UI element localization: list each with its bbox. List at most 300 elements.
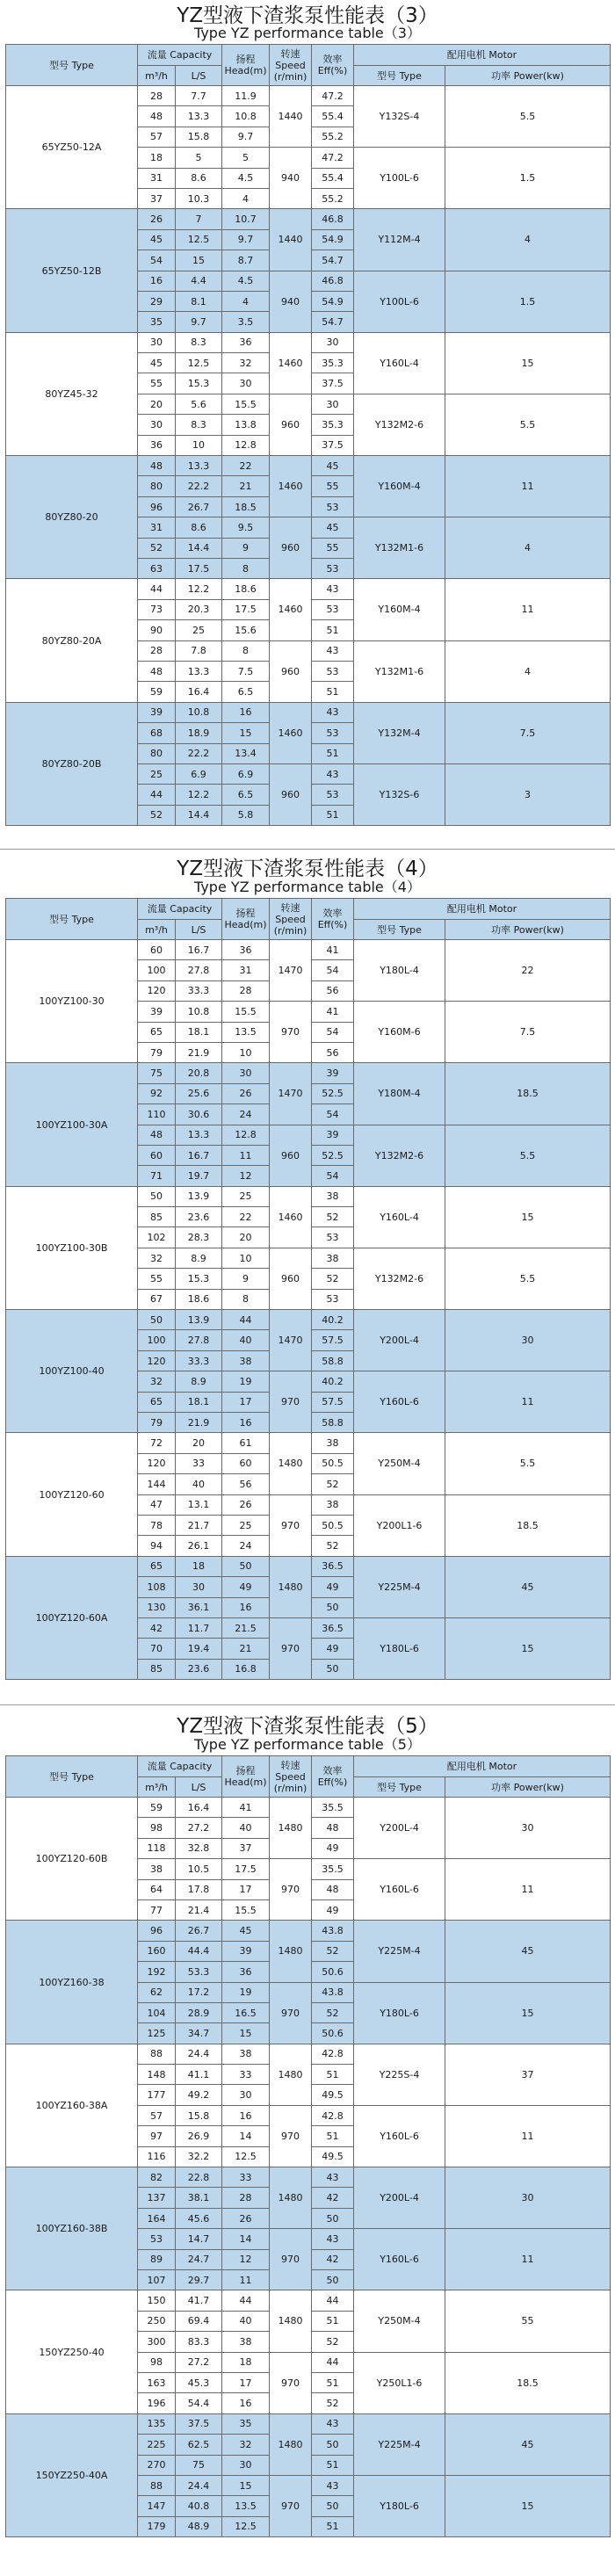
flow-ls-cell: 8.3 [176, 332, 222, 352]
flow-ls-cell: 30 [176, 1577, 222, 1597]
efficiency-cell: 52.5 [312, 1083, 354, 1103]
speed-cell: 960 [270, 1248, 312, 1309]
efficiency-cell: 54.9 [312, 229, 354, 250]
table-row [6, 2290, 611, 2311]
flow-ls-cell: 10.5 [176, 1859, 222, 1879]
flow-ls-cell: 19.4 [176, 1639, 222, 1659]
head-cell: 16 [222, 1412, 270, 1432]
flow-ls-cell: 12.5 [176, 353, 222, 373]
flow-ls-cell: 23.6 [176, 1207, 222, 1227]
efficiency-cell: 56 [312, 980, 354, 1001]
flow-m3h-cell: 148 [138, 2065, 176, 2085]
flow-m3h-cell: 55 [138, 1269, 176, 1289]
flow-m3h-cell: 59 [138, 682, 176, 702]
flow-ls-cell: 5 [176, 148, 222, 168]
flow-ls-cell: 53.3 [176, 1962, 222, 1982]
header-ls: L/S [176, 920, 222, 940]
flow-ls-cell: 41.7 [176, 2290, 222, 2311]
flow-m3h-cell: 28 [138, 640, 176, 661]
head-cell: 32 [222, 353, 270, 373]
head-cell: 6.9 [222, 763, 270, 784]
motor-type-cell: Y225M-4 [354, 2413, 445, 2475]
efficiency-cell: 41 [312, 1002, 354, 1022]
flow-ls-cell: 23.6 [176, 1659, 222, 1679]
model-name-cell: 100YZ120-60 [6, 1433, 138, 1556]
model-name-cell: 100YZ100-30 [6, 940, 138, 1063]
flow-m3h-cell: 29 [138, 291, 176, 311]
flow-m3h-cell: 80 [138, 743, 176, 763]
flow-m3h-cell: 94 [138, 1536, 176, 1556]
flow-m3h-cell: 89 [138, 2249, 176, 2269]
efficiency-cell: 54.7 [312, 312, 354, 332]
flow-ls-cell: 13.9 [176, 1310, 222, 1330]
flow-m3h-cell: 54 [138, 250, 176, 271]
speed-cell: 970 [270, 2352, 312, 2413]
head-cell: 38 [222, 2044, 270, 2064]
head-cell: 8.7 [222, 250, 270, 271]
flow-m3h-cell: 45 [138, 353, 176, 373]
head-cell: 26 [222, 2208, 270, 2228]
header-motor: 配用电机 Motor [354, 45, 611, 66]
efficiency-cell: 45 [312, 517, 354, 538]
flow-m3h-cell: 35 [138, 312, 176, 332]
speed-cell: 970 [270, 1494, 312, 1556]
speed-cell: 970 [270, 2105, 312, 2167]
efficiency-cell: 43.8 [312, 1982, 354, 2002]
motor-type-cell: Y112M-4 [354, 209, 445, 271]
flow-ls-cell: 19.7 [176, 1166, 222, 1186]
head-cell: 25 [222, 1186, 270, 1206]
efficiency-cell: 40.2 [312, 1310, 354, 1330]
efficiency-cell: 46.8 [312, 209, 354, 229]
flow-m3h-cell: 52 [138, 538, 176, 558]
flow-m3h-cell: 164 [138, 2208, 176, 2228]
flow-ls-cell: 7.7 [176, 86, 222, 106]
efficiency-cell: 53 [312, 1227, 354, 1248]
flow-m3h-cell: 47 [138, 1494, 176, 1515]
head-cell: 12 [222, 1166, 270, 1186]
flow-ls-cell: 15 [176, 250, 222, 271]
head-cell: 17.5 [222, 599, 270, 619]
flow-ls-cell: 10.8 [176, 702, 222, 722]
efficiency-cell: 43 [312, 2413, 354, 2434]
table-body [6, 940, 611, 1680]
flow-m3h-cell: 79 [138, 1042, 176, 1062]
table-row [6, 2044, 611, 2064]
flow-ls-cell: 14.4 [176, 538, 222, 558]
flow-ls-cell: 29.7 [176, 2269, 222, 2290]
head-cell: 10 [222, 1248, 270, 1268]
motor-power-cell: 4 [445, 209, 611, 271]
flow-ls-cell: 16.7 [176, 1145, 222, 1165]
flow-ls-cell: 8.3 [176, 415, 222, 435]
flow-m3h-cell: 37 [138, 188, 176, 208]
motor-power-cell: 11 [445, 1859, 611, 1921]
performance-table [5, 898, 611, 1680]
efficiency-cell: 51 [312, 743, 354, 763]
motor-power-cell: 55 [445, 2290, 611, 2352]
efficiency-cell: 41 [312, 940, 354, 960]
flow-ls-cell: 8.9 [176, 1371, 222, 1392]
flow-ls-cell: 15.8 [176, 2105, 222, 2125]
head-cell: 6.5 [222, 785, 270, 805]
motor-type-cell: Y132S-6 [354, 763, 445, 825]
flow-ls-cell: 13.3 [176, 1125, 222, 1145]
head-cell: 17 [222, 1879, 270, 1899]
efficiency-cell: 51 [312, 2065, 354, 2085]
flow-m3h-cell: 57 [138, 2105, 176, 2125]
efficiency-cell: 54 [312, 1166, 354, 1186]
model-name-cell: 100YZ160-38B [6, 2167, 138, 2290]
flow-m3h-cell: 192 [138, 1962, 176, 1982]
flow-m3h-cell: 64 [138, 1879, 176, 1899]
flow-ls-cell: 18.1 [176, 1022, 222, 1042]
efficiency-cell: 36.5 [312, 1556, 354, 1576]
efficiency-cell: 51 [312, 805, 354, 825]
speed-cell: 1470 [270, 1063, 312, 1125]
flow-m3h-cell: 196 [138, 2393, 176, 2413]
table-row [6, 1798, 611, 1818]
flow-ls-cell: 18.1 [176, 1392, 222, 1412]
motor-power-cell: 37 [445, 2044, 611, 2105]
efficiency-cell: 50 [312, 2269, 354, 2290]
flow-ls-cell: 27.2 [176, 1818, 222, 1838]
flow-m3h-cell: 26 [138, 209, 176, 229]
efficiency-cell: 51 [312, 2311, 354, 2331]
head-cell: 26 [222, 1083, 270, 1103]
head-cell: 41 [222, 1798, 270, 1818]
flow-m3h-cell: 98 [138, 2352, 176, 2372]
motor-type-cell: Y225S-4 [354, 2044, 445, 2105]
head-cell: 4 [222, 188, 270, 208]
model-name-cell: 65YZ50-12A [6, 86, 138, 209]
head-cell: 10.8 [222, 106, 270, 127]
head-cell: 15 [222, 723, 270, 743]
motor-type-cell: Y250L1-6 [354, 2352, 445, 2413]
flow-m3h-cell: 59 [138, 1798, 176, 1818]
efficiency-cell: 52 [312, 2332, 354, 2352]
speed-cell: 1480 [270, 1556, 312, 1617]
efficiency-cell: 57.5 [312, 1330, 354, 1350]
efficiency-cell: 51 [312, 2126, 354, 2146]
head-cell: 4 [222, 291, 270, 311]
motor-type-cell: Y200L1-6 [354, 1494, 445, 1556]
table-row [6, 86, 611, 106]
motor-type-cell: Y180L-6 [354, 1982, 445, 2044]
flow-m3h-cell: 80 [138, 476, 176, 496]
head-cell: 33 [222, 2167, 270, 2188]
efficiency-cell: 39 [312, 1063, 354, 1083]
speed-cell: 1440 [270, 209, 312, 271]
flow-ls-cell: 25 [176, 620, 222, 640]
flow-ls-cell: 24.7 [176, 2249, 222, 2269]
flow-ls-cell: 48.9 [176, 2516, 222, 2536]
efficiency-cell: 52 [312, 1474, 354, 1494]
head-cell: 36 [222, 332, 270, 352]
flow-m3h-cell: 120 [138, 980, 176, 1001]
section-divider [0, 849, 615, 850]
efficiency-cell: 36.5 [312, 1617, 354, 1638]
table-header [6, 45, 611, 86]
head-cell: 10.7 [222, 209, 270, 229]
model-name-cell: 100YZ100-30A [6, 1063, 138, 1186]
flow-m3h-cell: 88 [138, 2475, 176, 2495]
flow-ls-cell: 16.4 [176, 1798, 222, 1818]
motor-type-cell: Y160L-6 [354, 2105, 445, 2167]
flow-ls-cell: 13.1 [176, 1494, 222, 1515]
motor-type-cell: Y132M2-6 [354, 1248, 445, 1309]
flow-m3h-cell: 108 [138, 1577, 176, 1597]
speed-cell: 940 [270, 148, 312, 209]
model-name-cell: 100YZ100-40 [6, 1310, 138, 1433]
table-row [6, 1556, 611, 1576]
head-cell: 8 [222, 640, 270, 661]
head-cell: 12.5 [222, 2146, 270, 2167]
efficiency-cell: 30 [312, 332, 354, 352]
table-row [6, 1063, 611, 1083]
head-cell: 44 [222, 1310, 270, 1330]
flow-ls-cell: 17.8 [176, 1879, 222, 1899]
head-cell: 40 [222, 1330, 270, 1350]
flow-m3h-cell: 68 [138, 723, 176, 743]
flow-m3h-cell: 90 [138, 620, 176, 640]
model-name-cell: 150YZ250-40A [6, 2413, 138, 2536]
efficiency-cell: 54 [312, 1104, 354, 1125]
head-cell: 19 [222, 1371, 270, 1392]
flow-ls-cell: 11.7 [176, 1617, 222, 1638]
head-cell: 16 [222, 2105, 270, 2125]
flow-ls-cell: 8.1 [176, 291, 222, 311]
head-cell: 13.5 [222, 1022, 270, 1042]
motor-power-cell: 4 [445, 517, 611, 579]
flow-m3h-cell: 60 [138, 940, 176, 960]
section-title: YZ型液下渣浆泵性能表（3） [177, 4, 438, 27]
flow-ls-cell: 27.2 [176, 2352, 222, 2372]
efficiency-cell: 35.5 [312, 1859, 354, 1879]
efficiency-cell: 50 [312, 1597, 354, 1617]
flow-ls-cell: 12.2 [176, 785, 222, 805]
flow-ls-cell: 16.4 [176, 682, 222, 702]
efficiency-cell: 42.8 [312, 2105, 354, 2125]
head-cell: 31 [222, 960, 270, 980]
speed-cell: 940 [270, 271, 312, 332]
efficiency-cell: 43 [312, 2167, 354, 2188]
head-cell: 60 [222, 1453, 270, 1473]
flow-m3h-cell: 85 [138, 1207, 176, 1227]
efficiency-cell: 48 [312, 1879, 354, 1899]
motor-type-cell: Y100L-6 [354, 148, 445, 209]
motor-power-cell: 11 [445, 579, 611, 640]
flow-m3h-cell: 48 [138, 456, 176, 476]
efficiency-cell: 38 [312, 1186, 354, 1206]
head-cell: 35 [222, 2413, 270, 2434]
head-cell: 25 [222, 1515, 270, 1535]
head-cell: 36 [222, 940, 270, 960]
flow-ls-cell: 20.8 [176, 1063, 222, 1083]
efficiency-cell: 49.5 [312, 2146, 354, 2167]
flow-m3h-cell: 36 [138, 435, 176, 455]
flow-ls-cell: 22.2 [176, 743, 222, 763]
flow-ls-cell: 13.3 [176, 661, 222, 681]
table-row [6, 1310, 611, 1330]
head-cell: 20 [222, 1227, 270, 1248]
head-cell: 7.5 [222, 661, 270, 681]
flow-ls-cell: 37.5 [176, 2413, 222, 2434]
flow-ls-cell: 26.7 [176, 496, 222, 517]
flow-ls-cell: 33.3 [176, 980, 222, 1001]
flow-m3h-cell: 30 [138, 415, 176, 435]
flow-m3h-cell: 75 [138, 1063, 176, 1083]
flow-m3h-cell: 50 [138, 1310, 176, 1330]
motor-type-cell: Y225M-4 [354, 1921, 445, 1982]
efficiency-cell: 53 [312, 558, 354, 578]
head-cell: 21 [222, 1639, 270, 1659]
flow-m3h-cell: 18 [138, 148, 176, 168]
efficiency-cell: 50 [312, 2208, 354, 2228]
model-name-cell: 100YZ160-38A [6, 2044, 138, 2167]
model-name-cell: 100YZ120-60B [6, 1798, 138, 1921]
speed-cell: 1460 [270, 456, 312, 517]
efficiency-cell: 39 [312, 1125, 354, 1145]
motor-type-cell: Y180L-6 [354, 1617, 445, 1679]
header-flow: 流量 Capacity [138, 1756, 222, 1777]
flow-ls-cell: 8.6 [176, 168, 222, 188]
flow-m3h-cell: 50 [138, 1186, 176, 1206]
flow-ls-cell: 34.7 [176, 2023, 222, 2044]
motor-type-cell: Y225M-4 [354, 1556, 445, 1617]
table-row [6, 2413, 611, 2434]
speed-cell: 970 [270, 1371, 312, 1433]
head-cell: 12.8 [222, 1125, 270, 1145]
efficiency-cell: 37.5 [312, 435, 354, 455]
motor-power-cell: 11 [445, 1371, 611, 1433]
flow-m3h-cell: 137 [138, 2188, 176, 2208]
head-cell: 40 [222, 2311, 270, 2331]
head-cell: 4.5 [222, 168, 270, 188]
efficiency-cell: 43 [312, 702, 354, 722]
flow-m3h-cell: 98 [138, 1818, 176, 1838]
efficiency-cell: 43 [312, 2229, 354, 2249]
head-cell: 39 [222, 1941, 270, 1961]
efficiency-cell: 54 [312, 960, 354, 980]
speed-cell: 960 [270, 763, 312, 825]
flow-ls-cell: 18.9 [176, 723, 222, 743]
flow-ls-cell: 4.4 [176, 271, 222, 291]
head-cell: 15.6 [222, 620, 270, 640]
table-row [6, 1186, 611, 1206]
efficiency-cell: 55.4 [312, 106, 354, 127]
header-ls: L/S [176, 1777, 222, 1798]
header-motor-type: 型号 Type [354, 66, 445, 86]
flow-ls-cell: 62.5 [176, 2435, 222, 2455]
efficiency-cell: 51 [312, 682, 354, 702]
head-cell: 16 [222, 2393, 270, 2413]
speed-cell: 1460 [270, 1186, 312, 1248]
efficiency-cell: 38 [312, 1248, 354, 1268]
head-cell: 15.5 [222, 394, 270, 414]
motor-power-cell: 5.5 [445, 1248, 611, 1309]
motor-power-cell: 22 [445, 940, 611, 1002]
flow-m3h-cell: 144 [138, 1474, 176, 1494]
speed-cell: 1480 [270, 2290, 312, 2352]
header-speed: 转速 Speed (r/min) [270, 899, 312, 940]
flow-m3h-cell: 120 [138, 1453, 176, 1473]
efficiency-cell: 43 [312, 640, 354, 661]
flow-m3h-cell: 163 [138, 2372, 176, 2392]
head-cell: 30 [222, 2085, 270, 2105]
efficiency-cell: 53 [312, 599, 354, 619]
flow-m3h-cell: 65 [138, 1392, 176, 1412]
flow-m3h-cell: 100 [138, 1330, 176, 1350]
header-speed: 转速 Speed (r/min) [270, 45, 312, 86]
performance-table [5, 44, 611, 826]
head-cell: 13.4 [222, 743, 270, 763]
head-cell: 24 [222, 1104, 270, 1125]
header-power: 功率 Power(kw) [445, 920, 611, 940]
speed-cell: 960 [270, 394, 312, 455]
table-row [6, 579, 611, 599]
model-name-cell: 65YZ50-12B [6, 209, 138, 332]
motor-type-cell: Y160M-4 [354, 579, 445, 640]
head-cell: 32 [222, 2435, 270, 2455]
flow-m3h-cell: 38 [138, 1859, 176, 1879]
flow-ls-cell: 14.4 [176, 805, 222, 825]
flow-ls-cell: 26.9 [176, 2126, 222, 2146]
motor-type-cell: Y132M2-6 [354, 394, 445, 455]
efficiency-cell: 50.6 [312, 2023, 354, 2044]
motor-type-cell: Y180M-4 [354, 1063, 445, 1125]
table-header [6, 1756, 611, 1798]
model-name-cell: 100YZ100-30B [6, 1186, 138, 1309]
speed-cell: 960 [270, 517, 312, 579]
motor-power-cell: 18.5 [445, 2352, 611, 2413]
efficiency-cell: 58.8 [312, 1350, 354, 1371]
efficiency-cell: 51 [312, 620, 354, 640]
speed-cell: 1480 [270, 2167, 312, 2229]
head-cell: 17 [222, 1392, 270, 1412]
flow-m3h-cell: 72 [138, 1433, 176, 1453]
head-cell: 18 [222, 2352, 270, 2372]
flow-m3h-cell: 102 [138, 1227, 176, 1248]
flow-ls-cell: 22.8 [176, 2167, 222, 2188]
speed-cell: 1480 [270, 1798, 312, 1859]
flow-ls-cell: 17.5 [176, 558, 222, 578]
flow-ls-cell: 13.3 [176, 106, 222, 127]
efficiency-cell: 45 [312, 456, 354, 476]
flow-m3h-cell: 120 [138, 1350, 176, 1371]
speed-cell: 1470 [270, 940, 312, 1002]
motor-power-cell: 15 [445, 1617, 611, 1679]
flow-ls-cell: 32.8 [176, 1838, 222, 1858]
flow-m3h-cell: 82 [138, 2167, 176, 2188]
head-cell: 40 [222, 1818, 270, 1838]
efficiency-cell: 30 [312, 394, 354, 414]
motor-power-cell: 15 [445, 1982, 611, 2044]
model-name-cell: 150YZ250-40 [6, 2290, 138, 2413]
head-cell: 30 [222, 2455, 270, 2475]
head-cell: 5 [222, 148, 270, 168]
flow-m3h-cell: 48 [138, 1125, 176, 1145]
head-cell: 61 [222, 1433, 270, 1453]
head-cell: 16.8 [222, 1659, 270, 1679]
flow-m3h-cell: 32 [138, 1371, 176, 1392]
head-cell: 33 [222, 2065, 270, 2085]
flow-m3h-cell: 225 [138, 2435, 176, 2455]
motor-type-cell: Y132M1-6 [354, 640, 445, 702]
motor-type-cell: Y132M1-6 [354, 517, 445, 579]
flow-m3h-cell: 63 [138, 558, 176, 578]
head-cell: 8 [222, 558, 270, 578]
